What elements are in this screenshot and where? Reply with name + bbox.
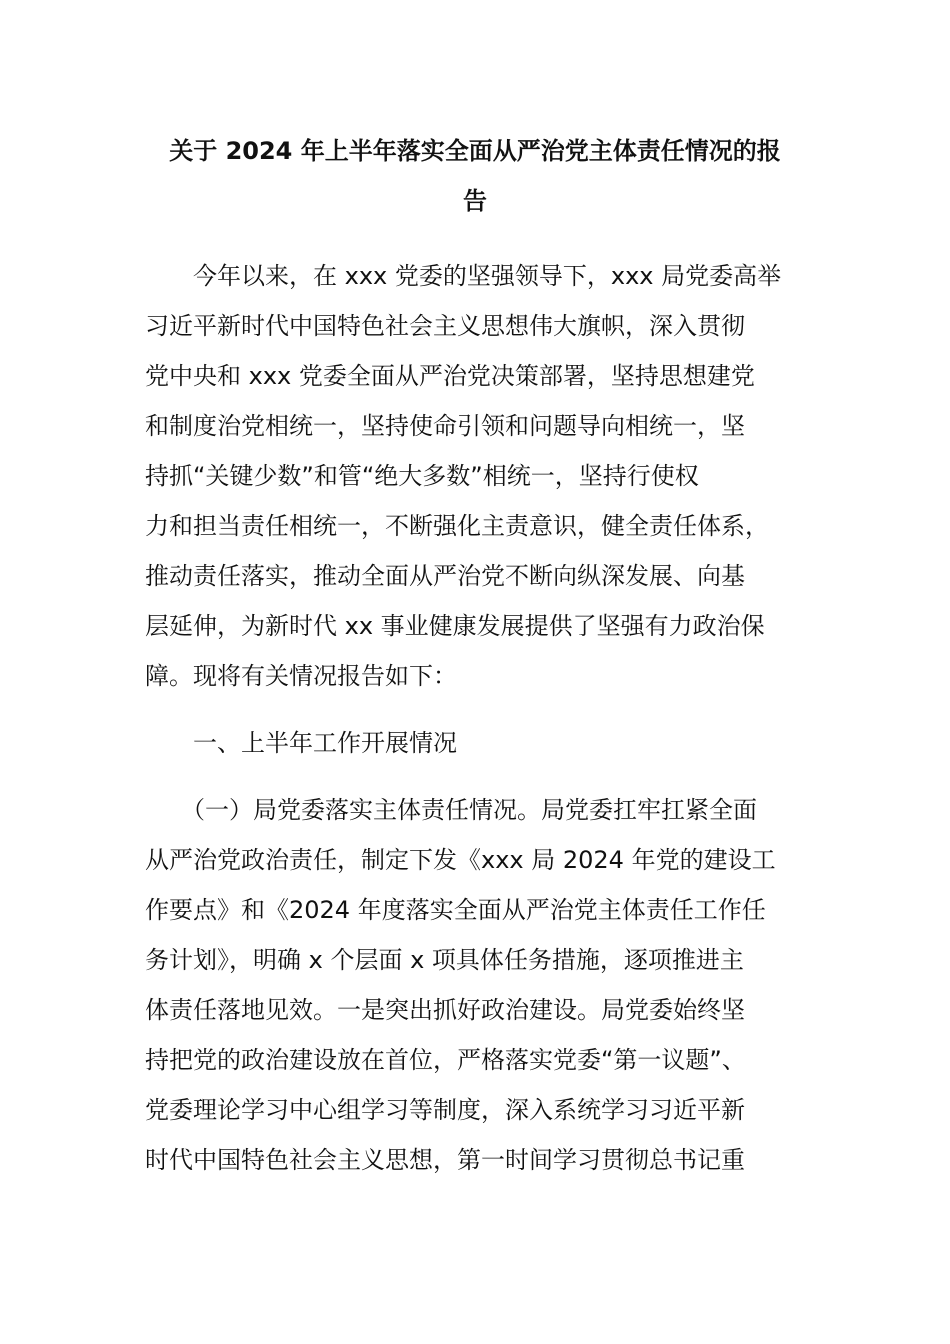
title-line: 关于 2024 年上半年落实全面从严治党主体责任情况的报 bbox=[169, 137, 781, 165]
paragraph-line: 习近平新时代中国特色社会主义思想伟大旗帜，深入贯彻 bbox=[145, 312, 745, 340]
paragraph-line: 体责任落地见效。一是突出抓好政治建设。局党委始终坚 bbox=[145, 996, 745, 1024]
paragraph-line: 从严治党政治责任，制定下发《xxx 局 2024 年党的建设工 bbox=[145, 846, 776, 874]
paragraph-line: 持抓“关键少数”和管“绝大多数”相统一，坚持行使权 bbox=[145, 462, 699, 490]
paragraph-line: 作要点》和《2024 年度落实全面从严治党主体责任工作任 bbox=[145, 896, 766, 924]
paragraph-line: 党委理论学习中心组学习等制度，深入系统学习习近平新 bbox=[145, 1096, 745, 1124]
paragraph-line: 党中央和 xxx 党委全面从严治党决策部署，坚持思想建党 bbox=[145, 362, 755, 390]
paragraph-line: 障。现将有关情况报告如下： bbox=[145, 662, 457, 690]
paragraph-line: 时代中国特色社会主义思想，第一时间学习贯彻总书记重 bbox=[145, 1146, 745, 1174]
document-title bbox=[145, 128, 805, 228]
paragraph-line: 力和担当责任相统一，不断强化主责意识，健全责任体系， bbox=[145, 512, 769, 540]
section-paragraph bbox=[145, 785, 810, 1185]
intro-paragraph bbox=[145, 251, 810, 701]
section-heading bbox=[145, 718, 810, 768]
paragraph-line: 今年以来，在 xxx 党委的坚强领导下，xxx 局党委高举 bbox=[145, 262, 782, 290]
paragraph-line: 和制度治党相统一，坚持使命引领和问题导向相统一，坚 bbox=[145, 412, 745, 440]
paragraph-line: 务计划》，明确 x 个层面 x 项具体任务措施，逐项推进主 bbox=[145, 946, 744, 974]
paragraph-line: 推动责任落实，推动全面从严治党不断向纵深发展、向基 bbox=[145, 562, 745, 590]
heading-line: 一、上半年工作开展情况 bbox=[145, 729, 457, 757]
paragraph-line: 层延伸，为新时代 xx 事业健康发展提供了坚强有力政治保 bbox=[145, 612, 765, 640]
title-line: 告 bbox=[463, 187, 487, 215]
paragraph-line: （一）局党委落实主体责任情况。局党委扛牢扛紧全面 bbox=[145, 796, 757, 824]
paragraph-line: 持把党的政治建设放在首位，严格落实党委“第一议题”、 bbox=[145, 1046, 746, 1074]
